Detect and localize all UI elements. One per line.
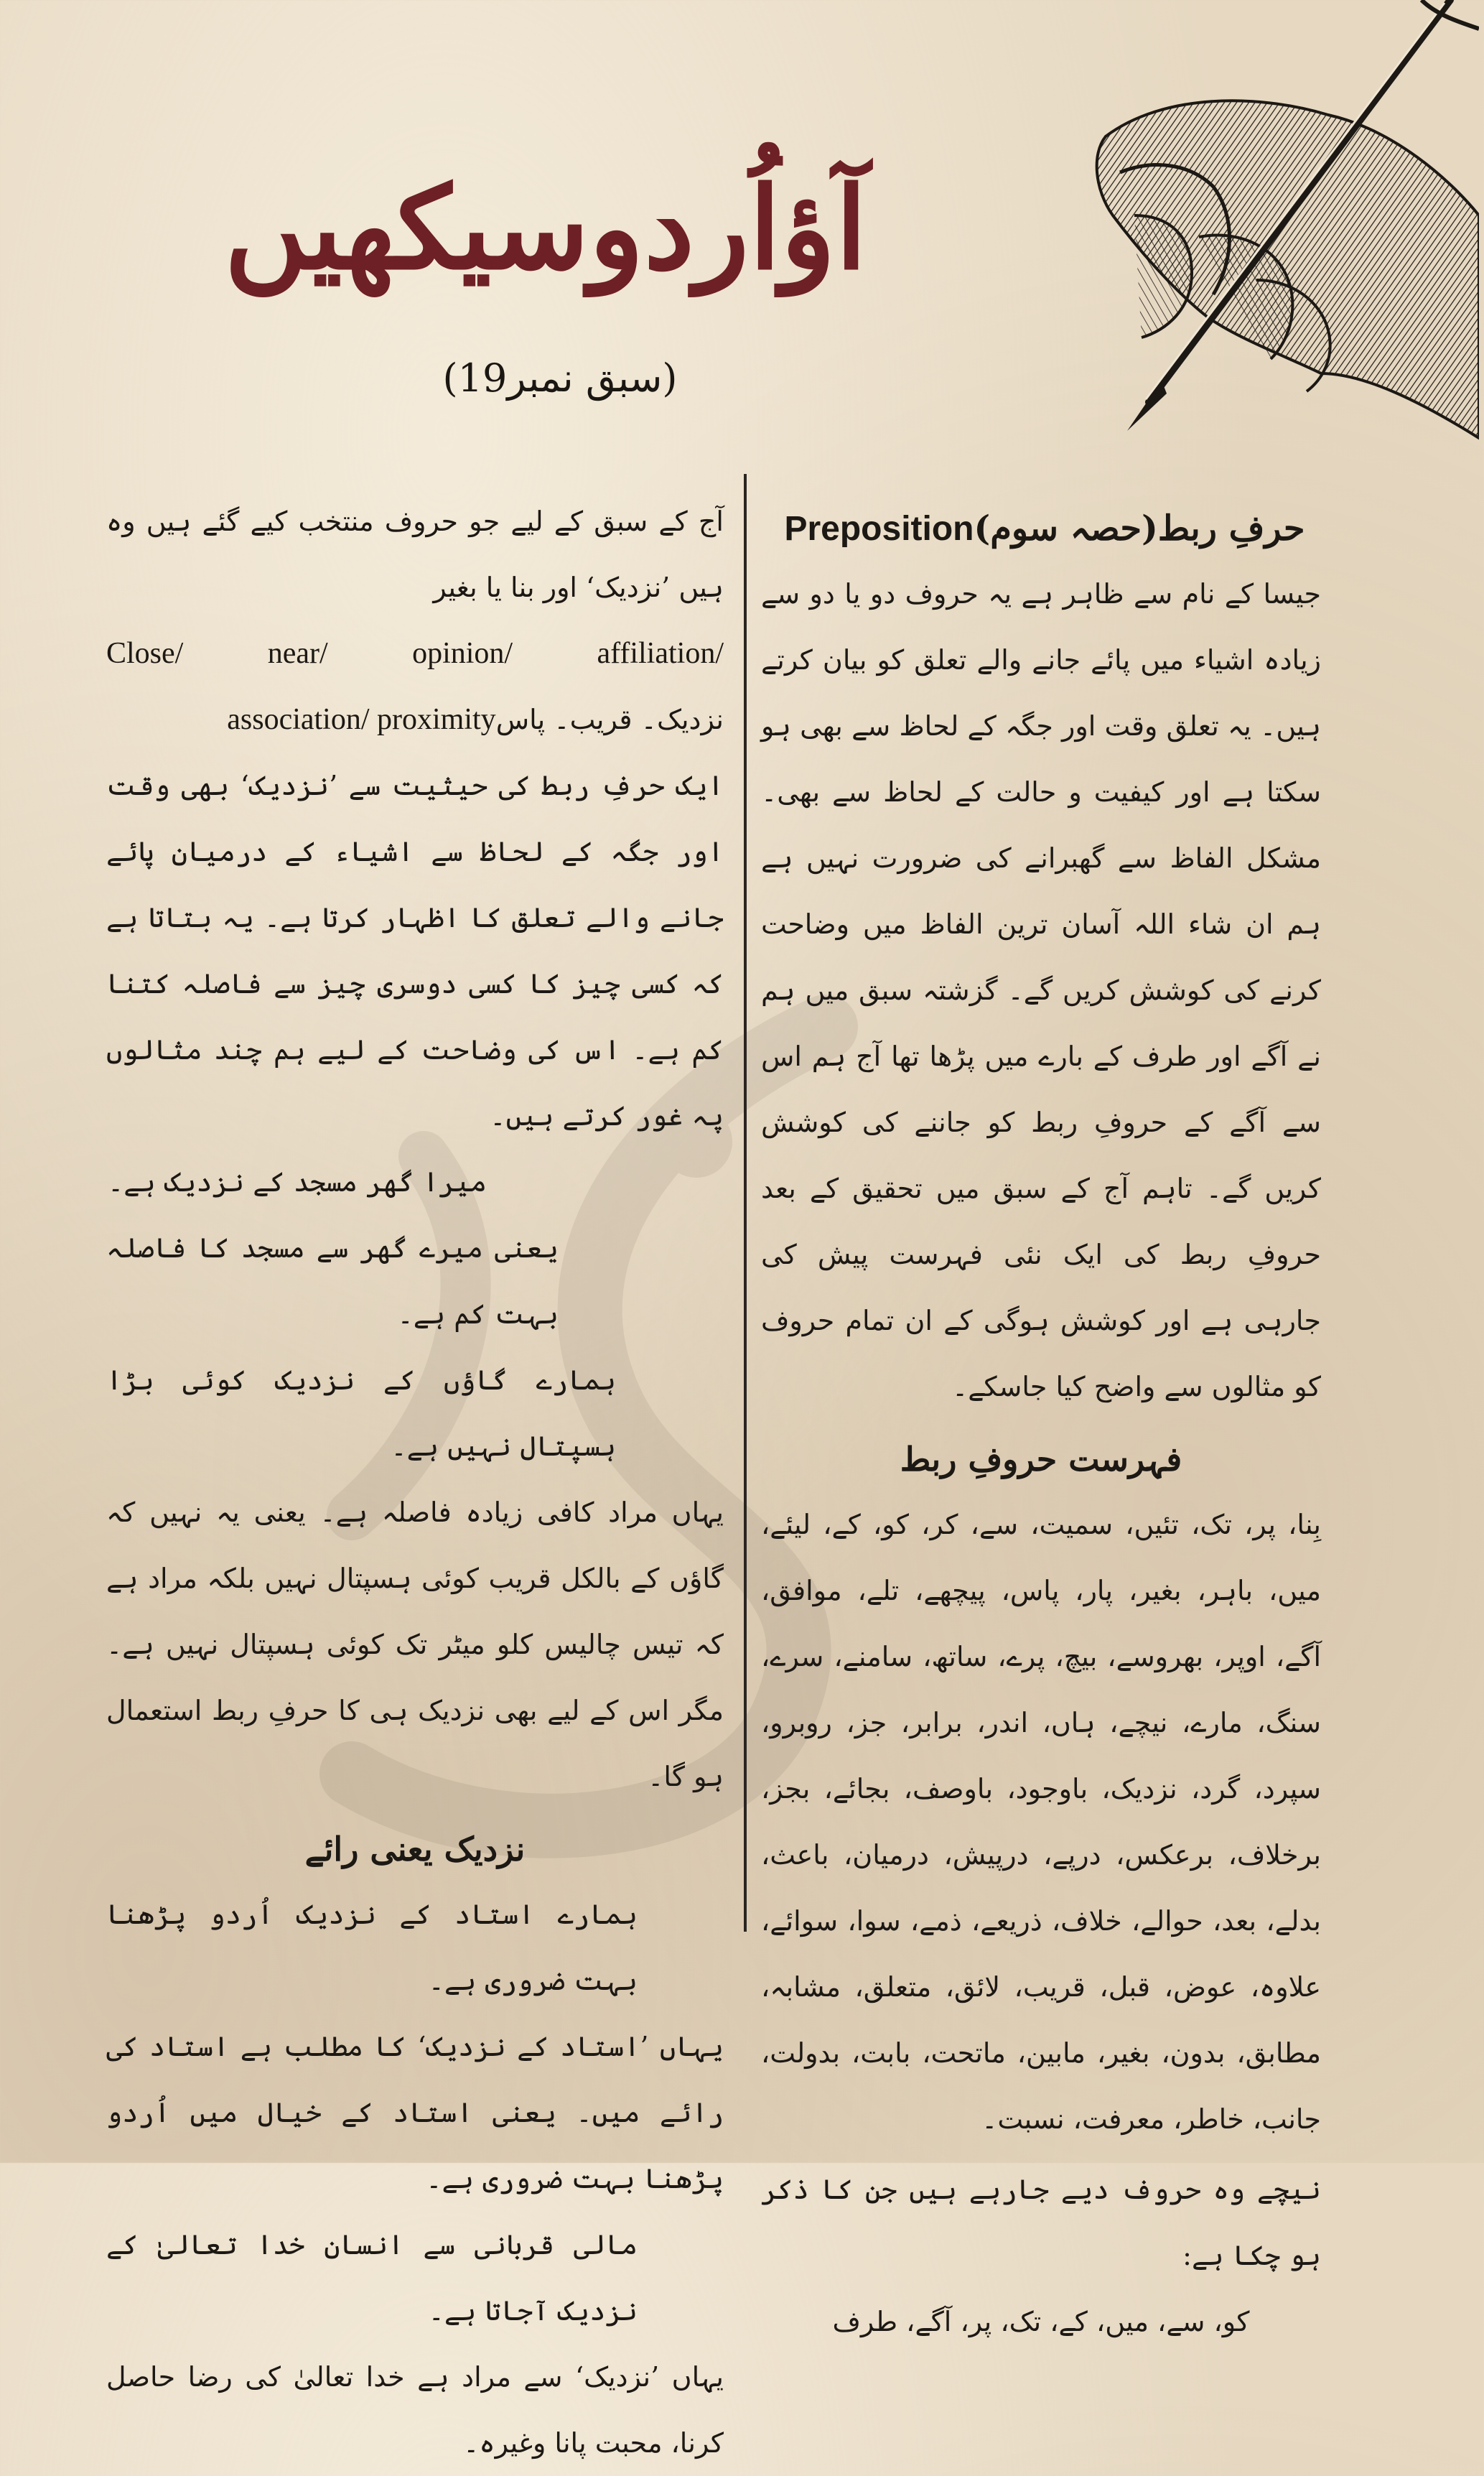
urdu-meaning: نزدیک۔ قریب۔ پاس	[495, 704, 724, 735]
opinion-example-1: ہمارے استاد کے نزدیک اُردو پڑھنا بہت ضروری ہے۔	[106, 1899, 638, 1997]
section-heading	[761, 503, 1321, 555]
right-column	[761, 503, 1321, 2355]
heading-urdu: حرفِ ربط(حصہ سوم)	[974, 508, 1305, 549]
left-column	[106, 488, 724, 2476]
example-explanation: یہاں مراد کافی زیادہ فاصلہ ہے۔ یعنی یہ نہیں کہ گاؤں کے بالکل قریب کوئی ہسپتال نہیں بلکہ مراد ہے کہ تیس چالیس کلو میٹر تک کوئی ہسپتال نہیں ہے۔ مگر اس کے لیے بھی نزدیک ہی کا حرفِ ربط استعمال ہو گا۔	[106, 1497, 724, 1792]
example-1: میرا گھر مسجد کے نزدیک ہے۔	[108, 1166, 487, 1198]
lesson-intro: آج کے سبق کے لیے جو حروف منتخب کیے گئے ہیں وہ ہیں ’نزدیک‘ اور بنا یا بغیر	[106, 506, 724, 603]
page-title: آؤاُردوسیکھیں	[224, 162, 867, 295]
hand-with-pen-illustration	[1019, 0, 1479, 452]
opinion-explanation-2: یہاں ’نزدیک‘ سے مراد ہے خدا تعالیٰ کی رضا حاصل کرنا، محبت پانا وغیرہ۔	[106, 2361, 724, 2459]
example-3: ہمارے گاؤں کے نزدیک کوئی بڑا ہسپتال نہیں ہے۔	[106, 1364, 616, 1462]
english-meanings-tail: association/ proximity	[227, 703, 496, 736]
lesson-number: (سبق نمبر19)	[442, 355, 678, 401]
list-heading: فہرست حروفِ ربط	[900, 1440, 1182, 1479]
english-meanings-line1: Close/ near/ opinion/ affiliation/	[106, 637, 724, 670]
explanation-paragraph: ایک حرفِ ربط کی حیثیت سے ’نزدیک‘ بھی وقت اور جگہ کے لحاظ سے اشیاء کے درمیان پائے جانے والے تعلق کا اظہار کرتا ہے۔ یہ بتاتا ہے کہ کسی چیز کا کسی دوسری چیز سے فاصلہ کتنا کم ہے۔ اس کی وضاحت کے لیے ہم چند مثالوں پہ غور کرتے ہیں۔	[106, 770, 724, 1132]
example-2: یعنی میرے گھر سے مسجد کا فاصلہ بہت کم ہے۔	[106, 1232, 559, 1330]
heading-english: Preposition	[784, 510, 974, 548]
mentioned-list: کو، سے، میں، کے، تک، پر، آگے، طرف	[832, 2306, 1250, 2338]
preposition-list: بِنا، پر، تک، تئیں، سمیت، سے، کر، کو، کے، لیئے، میں، باہر، بغیر، پار، پاس، پیچھے، تلے، موافق، آگے، اوپر، بھروسے، بیچ، پرے، ساتھ، سامنے، سرے، سنگ، مارے، نیچے، ہاں، اندر، برابر، جز، روبرو، سپرد، گرد، نزدیک، باوجود، باوصف، بجائے، بجز، برخلاف، برعکس، درپے، درپیش، درمیان، باعث، بدلے، بعد، حوالے، خلاف، ذریعے، ذمے، سوا، سوائے، علاوہ، عوض، قبل، قریب، لائق، متعلق، مشابہ، مطابق، بدون، بغیر، مابین، ماتحت، بابت، بدولت، جانب، خاطر، معرفت، نسبت۔	[761, 1509, 1321, 2136]
mentioned-intro: نیچے وہ حروف دیے جارہے ہیں جن کا ذکر ہو چکا ہے:	[761, 2174, 1321, 2272]
english-meanings-line2	[106, 687, 724, 753]
opinion-example-2: مالی قربانی سے انسان خدا تعالیٰ کے نزدیک آجاتا ہے۔	[106, 2229, 638, 2327]
intro-paragraph: جیسا کے نام سے ظاہر ہے یہ حروف دو یا دو سے زیادہ اشیاء میں پائے جانے والے تعلق کو بیان کرتے ہیں۔ یہ تعلق وقت اور جگہ کے لحاظ سے بھی ہو سکتا ہے اور کیفیت و حالت کے لحاظ سے بھی۔ مشکل الفاظ سے گھبرانے کی ضرورت نہیں ہے ہم ان شاء اللہ آسان ترین الفاظ میں وضاحت کرنے کی کوشش کریں گے۔ گزشتہ سبق میں ہم نے آگے اور طرف کے بارے میں پڑھا تھا آج ہم اس سے آگے کے حروفِ ربط کو جاننے کی کوشش کریں گے۔ تاہم آج کے سبق میں تحقیق کے بعد حروفِ ربط کی ایک نئی فہرست پیش کی جارہی ہے اور کوشش ہوگی کے ان تمام حروف کو مثالوں سے واضح کیا جاسکے۔	[761, 578, 1321, 1402]
sub-heading-opinion: نزدیک یعنی رائے	[304, 1830, 526, 1868]
column-divider	[744, 474, 747, 1932]
opinion-explanation-1: یہاں ’استاد کے نزدیک‘ کا مطلب ہے استاد کی رائے میں۔ یعنی استاد کے خیال میں اُردو پڑھنا بہت ضروری ہے۔	[106, 2031, 724, 2195]
